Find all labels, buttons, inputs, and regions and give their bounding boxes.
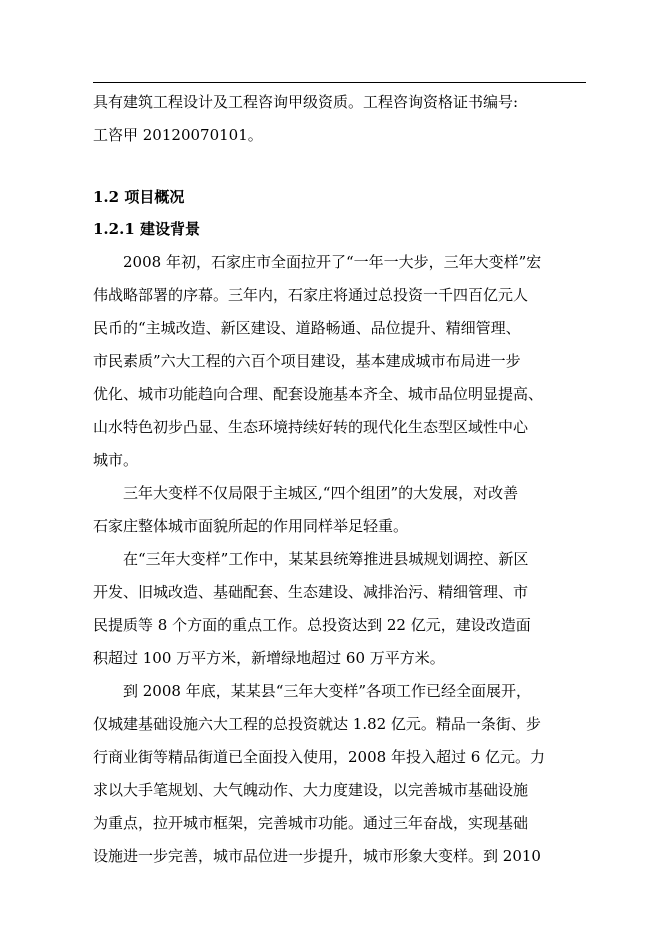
header-rule <box>93 82 586 83</box>
body-line-3: 民币的“主城改造、新区建设、道路畅通、品位提升、精细管理、 <box>93 319 521 337</box>
body-line-8: 三年大变样不仅局限于主城区,“四个组团”的大发展，对改善 <box>123 484 519 502</box>
body-line-5: 优化、城市功能趋向合理、配套设施基本齐全、城市品位明显提高、 <box>93 385 544 403</box>
body-line-18: 为重点，拉开城市框架，完善城市功能。通过三年奋战，实现基础 <box>93 814 529 832</box>
body-line-13: 积超过 100 万平方米，新增绿地超过 60 万平方米。 <box>93 649 445 667</box>
body-line-4: 市民素质”六大工程的六百个项目建设，基本建成城市布局进一步 <box>93 352 521 370</box>
body-line-14: 到 2008 年底，某某县“三年大变样”各项工作已经全面展开， <box>123 682 532 700</box>
intro-line-1: 具有建筑工程设计及工程咨询甲级资质。工程咨询资格证书编号: <box>93 93 519 111</box>
subsection-heading: 1.2.1 建设背景 <box>93 220 200 238</box>
intro-line-2: 工咨甲 20120070101。 <box>93 126 263 144</box>
body-line-6: 山水特色初步凸显、生态环境持续好转的现代化生态型区域性中心 <box>93 418 529 436</box>
body-line-7: 城市。 <box>93 451 139 469</box>
body-line-2: 伟战略部署的序幕。三年内，石家庄将通过总投资一千四百亿元人 <box>93 286 529 304</box>
body-line-19: 设施进一步完善，城市品位进一步提升，城市形象大变样。到 2010 <box>93 847 541 865</box>
body-line-1: 2008 年初，石家庄市全面拉开了“一年一大步，三年大变样”宏 <box>123 253 542 271</box>
body-line-15: 仅城建基础设施六大工程的总投资就达 1.82 亿元。精品一条街、步 <box>93 715 541 733</box>
body-line-9: 石家庄整体城市面貌所起的作用同样举足轻重。 <box>93 517 409 535</box>
body-line-11: 开发、旧城改造、基础配套、生态建设、减排治污、精细管理、市 <box>93 583 529 601</box>
body-line-12: 民提质等 8 个方面的重点工作。总投资达到 22 亿元，建设改造面 <box>93 616 531 634</box>
body-line-10: 在“三年大变样”工作中，某某县统筹推进县城规划调控、新区 <box>123 550 529 568</box>
body-line-17: 求以大手笔规划、大气魄动作、大力度建设，以完善城市基础设施 <box>93 781 529 799</box>
body-line-16: 行商业街等精品街道已全面投入使用，2008 年投入超过 6 亿元。力 <box>93 748 546 766</box>
section-heading: 1.2 项目概况 <box>93 188 185 206</box>
